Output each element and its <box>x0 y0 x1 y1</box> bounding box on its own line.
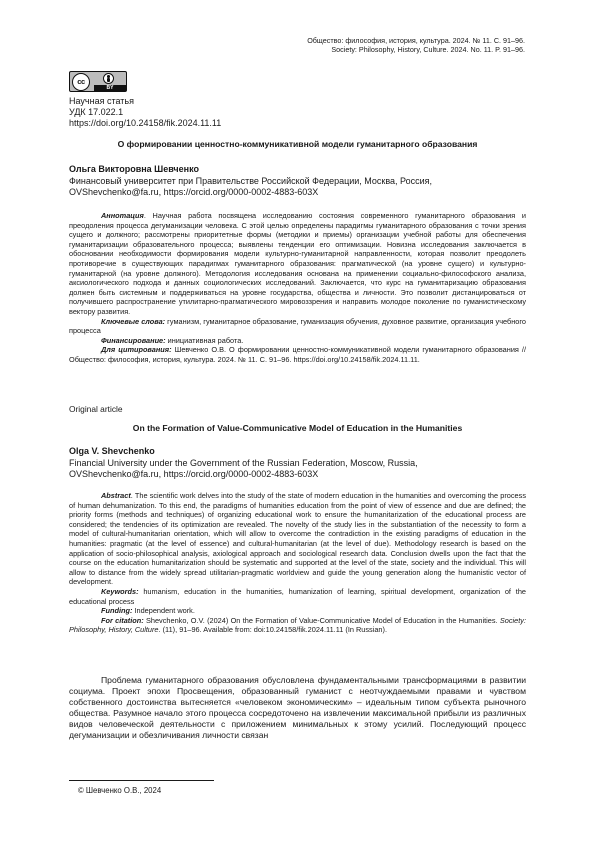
funding-text-ru: инициативная работа. <box>165 335 244 345</box>
article-title-en: On the Formation of Value-Communicative Model of Education in the Humanities <box>132 423 463 433</box>
footnote-divider <box>69 780 214 781</box>
citation-text-ru: Шевченко О.В. О формировании ценностно-коммуникативной модели гуманитарного образования // Общество: философия, история, культура. 2024. № 11. С. 91–96. https://doi.org/10.24158/fik.2024.11.11. <box>69 345 527 364</box>
keywords-ru <box>69 317 526 336</box>
funding-label-ru: Финансирование: <box>101 335 166 345</box>
keywords-text-ru: гуманизм, гуманитарное образование, гуманизация обучения, духовное развитие, организация учебного процесса <box>69 316 526 336</box>
copyright-notice: © Шевченко О.В., 2024 <box>78 786 162 795</box>
running-head-en: Society: Philosophy, History, Culture. 2024. No. 11. P. 91–96. <box>331 45 525 55</box>
running-head-ru: Общество: философия, история, культура. 2024. № 11. С. 91–96. <box>307 36 525 45</box>
doi-link[interactable]: https://doi.org/10.24158/fik.2024.11.11 <box>69 118 222 128</box>
abstract-label-en: Abstract <box>101 491 131 500</box>
abstract-label-ru: Аннотация <box>101 211 144 220</box>
author-block-ru <box>69 164 529 199</box>
abstract-en <box>69 491 526 635</box>
author-affiliation-en: Financial University under the Government of the Russian Federation, Moscow, Russia, <box>69 457 418 468</box>
citation-ru <box>69 345 526 364</box>
citation-en <box>69 616 526 635</box>
abstract-text-en: . The scientific work delves into the study of the state of modern education in the humanities and overcoming the process of human dehumanization. To this end, the paradigms of humanities education from the point of view of essence and due are defined; the priority forms (methods and techniques) of organizing educational work to ensure the humanitarization of the educational process are considered; the tendencies of its optimization are revealed. The novelty of the study lies in the substantiation of the necessity to form a model of cultural-humanitarian orientation, which will allow to overcome the contradiction in the existing paradigms of education in the humanities: pragmatic (at the level of essence) and cultural-humanitarian (at the level of due). Methodology research is based on the application of socio-philosophical analysis, axiological approach and sociological research data. Conclusion dwells upon the fact that the course on the education humanitarization should be systematic and supported at the level of the state, society and the individual. This will allow to distance from the widely spread utilitarian-pragmatic worldview and guide the young generation along the humanistic vector of development. <box>69 491 526 587</box>
citation-label-ru: Для цитирования: <box>101 345 172 355</box>
abstract-paragraph-ru <box>69 211 526 317</box>
funding-text-en: Independent work. <box>132 606 195 616</box>
citation-text-en-1: Shevchenko, O.V. (2024) On the Formation of Value-Communicative Model of Education in the Humanities. <box>143 615 500 625</box>
keywords-en <box>69 587 526 606</box>
funding-ru <box>69 336 526 346</box>
funding-en <box>69 606 526 616</box>
by-section <box>94 72 126 91</box>
article-title-ru: О формировании ценностно-коммуникативной модели гуманитарного образования <box>117 139 478 149</box>
body-paragraph: Проблема гуманитарного образования обусловлена фундаментальными трансформациями в развитии социума. Проект эпохи Просвещения, образованный гуманист с неотчуждаемыми правами и чувством собственного достоинства вытесняется «человеком экономическим» – идеальным типом субъекта рыночного общества. Разумное начало этого процесса сосредоточено на извлечении максимальной прибыли из различных видов человеческой деятельности с приложением минимальных к этому усилий. Последующий процесс дегуманизации и обезличивания личности связан <box>69 675 526 740</box>
article-meta <box>69 96 221 129</box>
author-name-ru: Ольга Викторовна Шевченко <box>69 164 199 174</box>
by-label: BY <box>94 85 126 91</box>
running-head <box>307 36 525 54</box>
author-block-en <box>69 446 529 481</box>
funding-label-en: Funding: <box>101 606 133 616</box>
keywords-text-en: humanism, education in the humanities, humanization of learning, spiritual development, organization of the educational process <box>69 586 526 606</box>
cc-icon: cc <box>72 73 90 91</box>
citation-text-en-2: . (11), 91–96. Available from: doi:10.24158/fik.2024.11.11 (In Russian). <box>158 625 388 635</box>
abstract-ru <box>69 211 526 365</box>
article-type-en: Original article <box>69 404 123 414</box>
udc-code: УДК 17.022.1 <box>69 107 124 117</box>
keywords-label-ru: Ключевые слова: <box>101 316 166 326</box>
citation-label-en: For citation: <box>101 615 144 625</box>
author-name-en: Olga V. Shevchenko <box>69 446 155 456</box>
author-contacts-en[interactable]: OVShevchenko@fa.ru, https://orcid.org/0000-0002-4883-603X <box>69 469 319 479</box>
author-contacts-ru[interactable]: OVShevchenko@fa.ru, https://orcid.org/0000-0002-4883-603X <box>69 187 319 197</box>
by-person-icon <box>103 73 114 84</box>
keywords-label-en: Keywords: <box>101 586 139 596</box>
article-type-ru: Научная статья <box>69 96 134 106</box>
cc-by-license-badge[interactable] <box>69 71 127 92</box>
abstract-paragraph-en <box>69 491 526 587</box>
author-affiliation-ru: Финансовый университет при Правительстве Российской Федерации, Москва, Россия, <box>69 175 433 186</box>
abstract-text-ru: . Научная работа посвящена исследованию состояния современного гуманитарного образования и преодоления процесса дегуманизации человека. С этой целью определены парадигмы гуманитарного образования с точки зрения сущего и должного; рассмотрены приоритетные формы (методики и приемы) организации учебной работы для обеспечения гуманитаризации образовательного процесса; выявлены тенденции его оптимизации. Новизна исследования заключается в обосновании необходимости формирования модели культурно-гуманитарной направленности, которая позволит преодолеть противоречие в существующих парадигмах гуманитарного образования: прагматической (на уровне сущего) и культурно-гуманитарной (на уровне должного). Методология исследования основана на применении социально-философского анализа, аксиологического подхода и данных социологических исследований. Заключается, что курс на гуманитаризацию образования должен быть системным и поддерживаться на уровне государства, общества и личности. Это позволит дистанцироваться от получившего распространение утилитарно-прагматического мировоззрения и направить молодое поколение по гуманистическому вектору развития. <box>69 211 526 316</box>
citation-journal-en: Society: Philosophy, History, Culture <box>69 615 526 635</box>
